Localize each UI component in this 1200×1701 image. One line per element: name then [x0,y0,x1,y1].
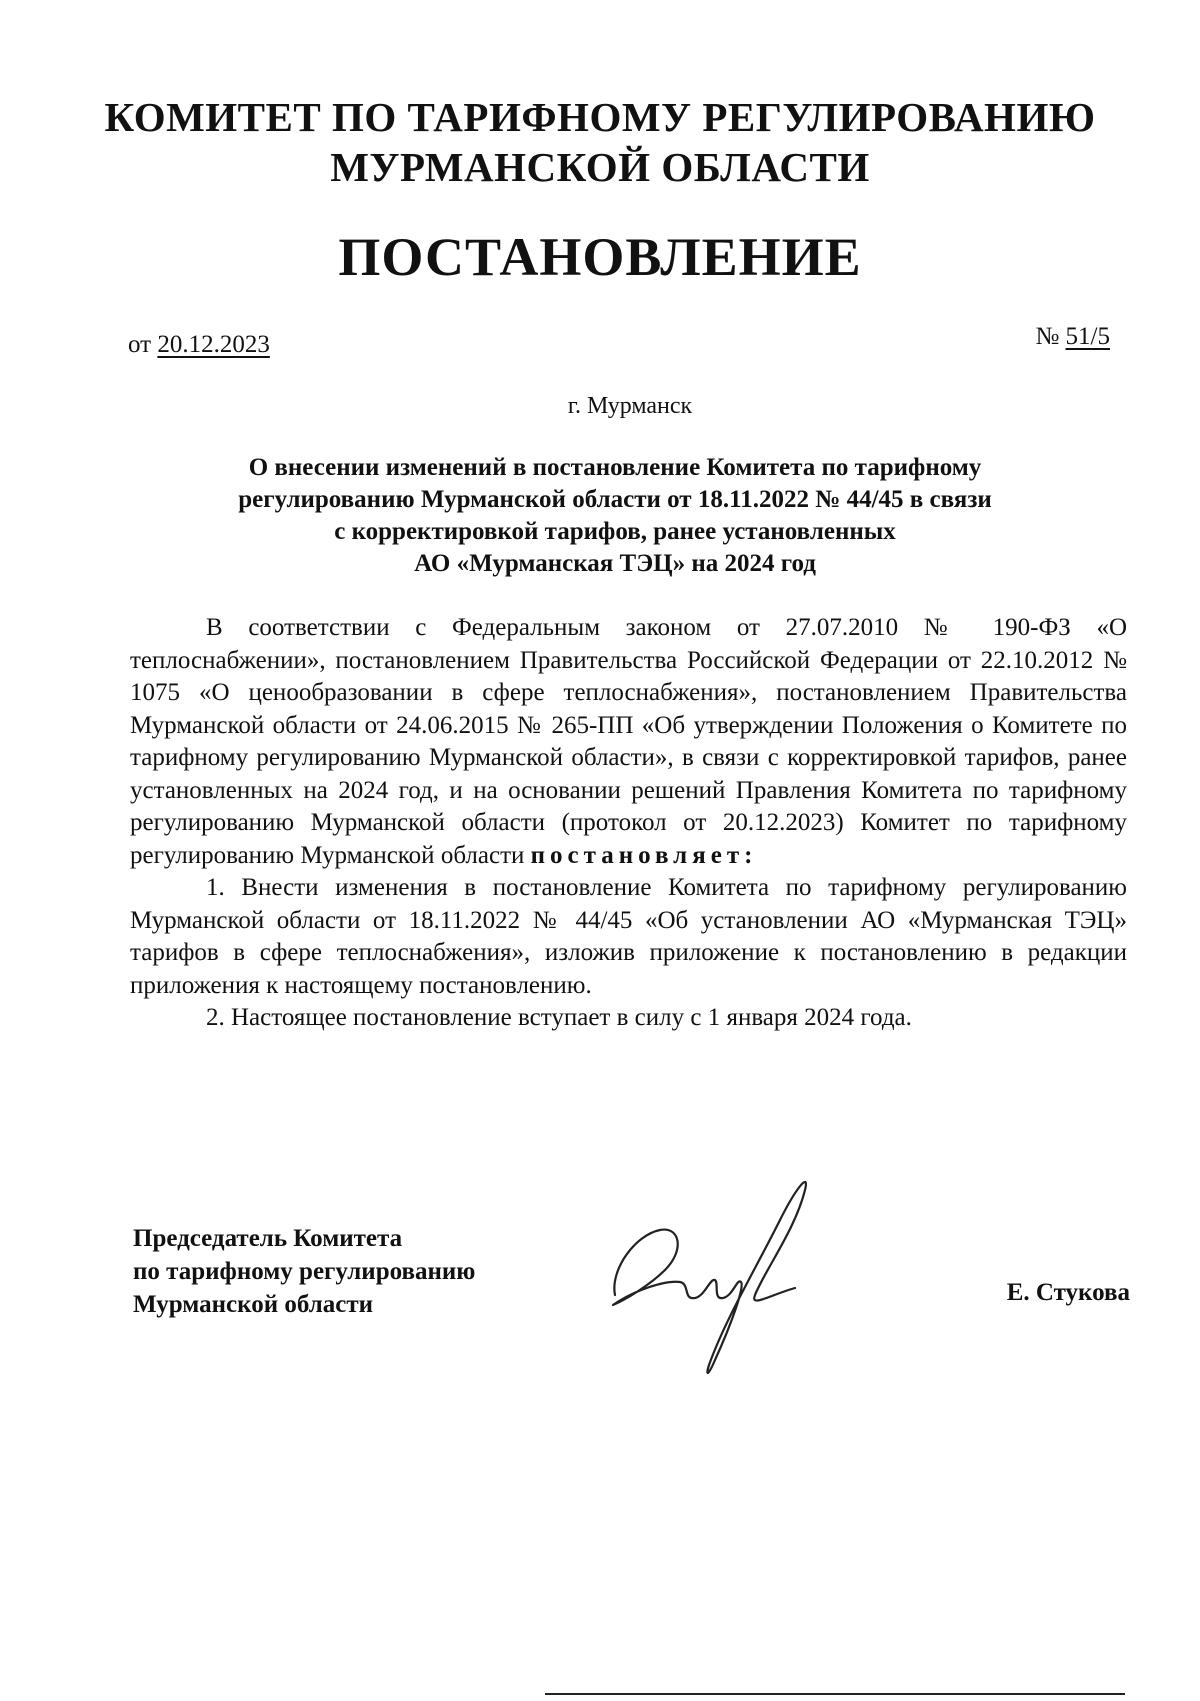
date-prefix: от [128,331,152,358]
subject-line-3: с корректировкой тарифов, ранее установленных [334,518,896,545]
item-1-paragraph: 1. Внести изменения в постановление Комитета по тарифному регулированию Мурманской области от 18.11.2022 № 44/45 «Об установлении АО «Мурманская ТЭЦ» тарифов в сфере теплоснабжения», изложив приложение к постановлению в редакции приложения к настоящему постановлению. [130,874,1127,999]
document-body [130,612,1127,1035]
organization-name [0,92,1200,192]
organization-name-line-1: КОМИТЕТ ПО ТАРИФНОМУ РЕГУЛИРОВАНИЮ [104,94,1096,140]
preamble-text: В соответствии с Федеральным законом от 27.07.2010 № 190-ФЗ «О теплоснабжении», постановлением Правительства Российской Федерации от 22.10.2012 № 1075 «О ценообразовании в сфере теплоснабжения», постановлением Правительства Мурманской области от 24.06.2015 № 265-ПП «Об утверждении Положения о Комитете по тарифному регулированию Мурманской области», в связи с корректировкой тарифов, ранее установленных на 2024 год, и на основании решений Правления Комитета по тарифному регулированию Мурманской области (протокол от 20.12.2023) Комитет по тарифному регулированию Мурманской области [130,614,1127,869]
preamble-paragraph [130,612,1127,872]
date-value: 20.12.2023 [157,331,270,358]
document-city: г. Мурманск [567,393,693,419]
handwritten-signature [605,1160,845,1380]
signatory-title-line-1: Председатель Комитета [133,1225,403,1252]
organization-name-line-2: МУРМАНСКОЙ ОБЛАСТИ [330,144,870,190]
signatory-title-line-3: Мурманской области [133,1291,374,1318]
signatory-name: Е. Стукова [1006,1279,1130,1306]
signatory-title-line-2: по тарифному регулированию [133,1258,476,1285]
document-subject [150,452,1080,580]
number-prefix: № [1035,323,1060,350]
subject-line-4: АО «Мурманская ТЭЦ» на 2024 год [414,550,816,577]
signatory-title [133,1222,475,1321]
document-date [128,330,270,360]
item-2-paragraph: 2. Настоящее постановление вступает в силу с 1 января 2024 года. [206,1004,912,1031]
bottom-divider [545,1693,1125,1695]
resolves-keyword: постановляет: [530,841,758,869]
document-number [1035,322,1110,352]
subject-line-2: регулированию Мурманской области от 18.11.2022 № 44/45 в связи [238,486,992,513]
document-type-title: ПОСТАНОВЛЕНИЕ [338,227,862,287]
number-value: 51/5 [1065,323,1110,350]
subject-line-1: О внесении изменений в постановление Комитета по тарифному [248,454,982,481]
